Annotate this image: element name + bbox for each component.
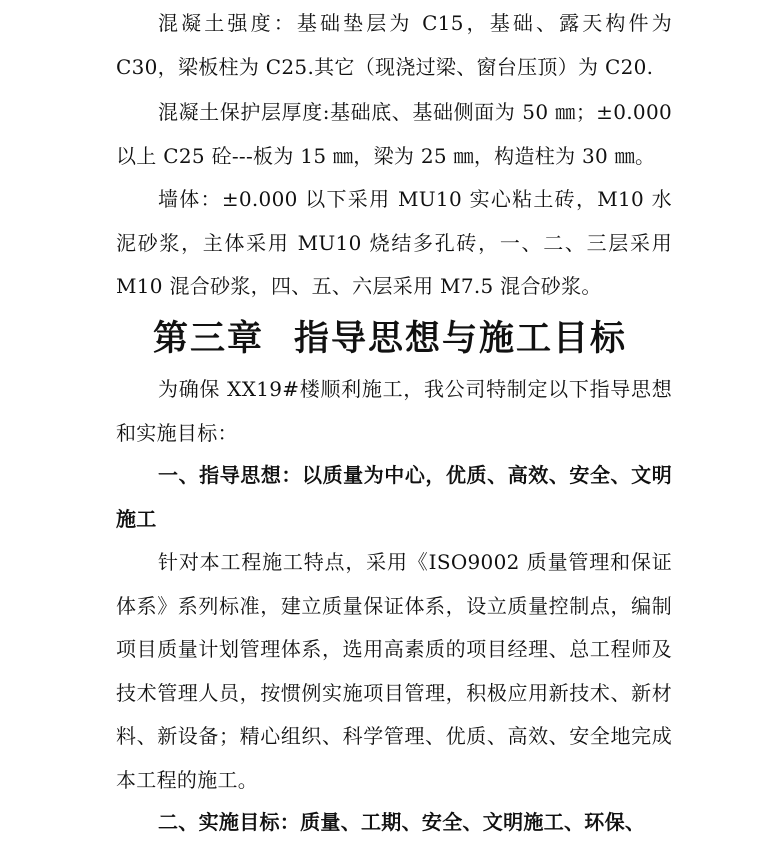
section-heading-guiding-ideology: 一、指导思想：以质量为中心，优质、高效、安全、文明施工	[116, 463, 672, 531]
section-heading-implementation-goals: 二、实施目标：质量、工期、安全、文明施工、环保、	[158, 810, 646, 834]
paragraph-guiding-ideology: 针对本工程施工特点，采用《ISO9002 质量管理和保证体系》系列标准，建立质量保证体系，设立质量控制点，编制项目质量计划管理体系，选用高素质的项目经理、总工程师及技术管理人员，按惯例实施项目管理，积极应用新技术、新材料、新设备；精心组织、科学管理、优质、高效、安全地完成本工程的施工。	[116, 550, 672, 792]
paragraph-walls: 墙体：±0.000 以下采用 MU10 实心粘土砖，M10 水泥砂浆，主体采用 MU10 烧结多孔砖，一、二、三层采用 M10 混合砂浆，四、五、六层采用 M7.5 混合砂浆。	[116, 187, 672, 298]
chapter-number: 第三章	[152, 318, 264, 359]
chapter-title: 指导思想与施工目标	[294, 318, 628, 359]
paragraph-concrete-strength: 混凝土强度：基础垫层为 C15，基础、露天构件为 C30，梁板柱为 C25.其它（现浇过梁、窗台压顶）为 C20.	[116, 11, 672, 79]
chapter-heading	[0, 316, 780, 362]
paragraph-intro: 为确保 XX19#楼顺利施工，我公司特制定以下指导思想和实施目标：	[116, 377, 672, 445]
paragraph-concrete-cover: 混凝土保护层厚度:基础底、基础侧面为 50 ㎜；±0.000 以上 C25 砼---板为 15 ㎜，梁为 25 ㎜，构造柱为 30 ㎜。	[116, 100, 672, 168]
